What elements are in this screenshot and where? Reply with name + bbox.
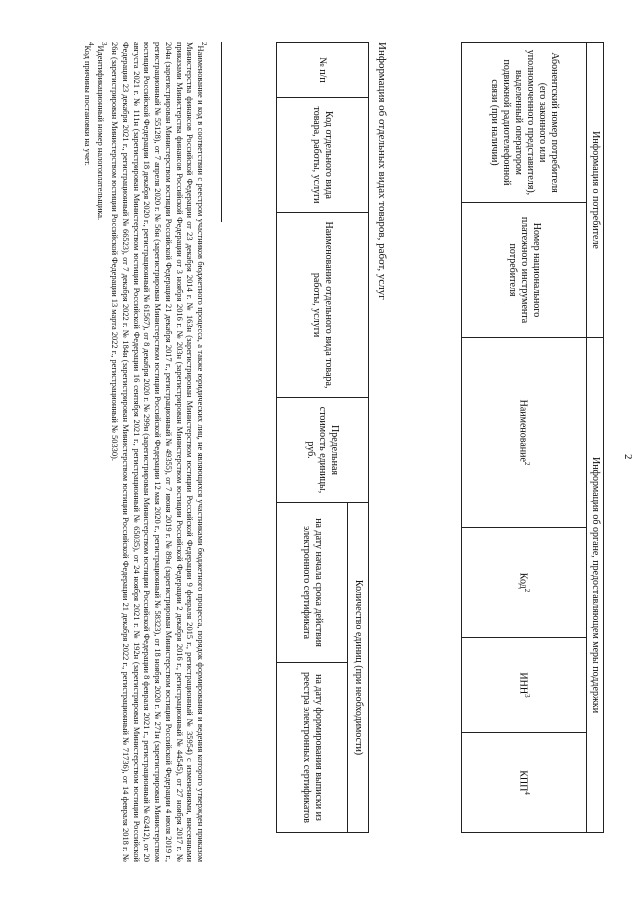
footnote-mark: 3 bbox=[523, 694, 532, 698]
row-number-column: № п/п bbox=[277, 43, 369, 98]
footnote-text: Код причины постановки на учет. bbox=[83, 45, 93, 166]
page-number: 2 bbox=[622, 454, 634, 460]
quantity-header: Количество единиц (при необходимости) bbox=[348, 503, 369, 833]
subscriber-number-column: Абонентский номер потребителя (его законного или уполномоченного представителя), выделенный оператором подвижной радиотелефонной связи (при наличии) bbox=[462, 43, 587, 203]
consumer-info-header: Информация о потребителе bbox=[587, 43, 604, 338]
authority-name-column bbox=[462, 338, 587, 528]
footnote-mark: 3 bbox=[100, 42, 109, 46]
footnotes bbox=[81, 42, 208, 862]
authority-info-header: Информация об органе, предоставляющем меры поддержки bbox=[587, 338, 604, 833]
footnote-mark: 2 bbox=[200, 42, 208, 46]
footnote bbox=[81, 42, 95, 862]
consumer-table-columns-row bbox=[462, 43, 587, 833]
kpp-label: КПП bbox=[517, 770, 529, 792]
footnote-mark: 2 bbox=[523, 461, 532, 466]
kpp-column bbox=[462, 733, 587, 833]
footnote-separator bbox=[221, 42, 222, 222]
goods-table-header-row bbox=[348, 43, 369, 833]
quantity-at-start-column: на дату начала срока действия электронного сертификата bbox=[277, 503, 348, 663]
max-price-column: Предельная стоимость единицы, руб. bbox=[277, 398, 369, 503]
footnote-mark: 4 bbox=[523, 791, 532, 795]
inn-label: ИНН bbox=[517, 672, 529, 695]
payment-instrument-column: Номер национального платежного инструмента потребителя bbox=[462, 203, 587, 338]
footnote-text: Идентификационный номер налогоплательщика. bbox=[96, 45, 106, 221]
authority-code-label: Код bbox=[517, 572, 529, 589]
footnote-mark: 4 bbox=[86, 42, 95, 46]
authority-code-column bbox=[462, 528, 587, 638]
goods-services-table bbox=[276, 42, 369, 833]
inn-column bbox=[462, 638, 587, 733]
footnote bbox=[108, 42, 208, 862]
consumer-authority-table bbox=[461, 42, 604, 833]
footnote-text: Наименование и код в соответствии с реестром участников бюджетного процесса, а также юридических лиц, не являющихся участниками бюджетного процесса, порядок формирования и ведения которого утвержден приказом Министерства финансов Российской Федерации от 23 декабря 2014 г. № 163н (зарегистрирован Министерством юстиции Российской Федерации 9 февраля 2015 г., регистрационный № 35954) с изменениями, внесенными приказами Министерства финансов Российской Федерации от 3 ноября 2016 г. № 203н (зарегистрирован Министерством юстиции Российской Федерации 2 декабря 2016 г., регистрационный № 44545), от 27 ноября 2017 г. № 204н (зарегистрирован Министерством юстиции Российской Федерации 21 декабря 2017 г., регистрационный № 49355), от 7 июня 2019 г. № 89н (зарегистрирован Министерством юстиции Российской Федерации 4 июля 2019 г., регистрационный № 55128), от 7 апреля 2020 г. № 56н (зарегистрирован Министерством юстиции Российской Федерации 12 мая 2020 г., регистрационный № 58323), от 18 ноября 2020 г. № 271н (зарегистрирован Министерством юстиции Российской Федерации 18 декабря 2020 г., регистрационный № 61567), от 8 декабря 2020 г. № 299н (зарегистрирован Министерством юстиции Российской Федерации 8 февраля 2021 г., регистрационный № 62412), от 20 августа 2021 г. № 111н (зарегистрирован Министерством юстиции Российской Федерации 16 сентября 2021 г., регистрационный № 65035), от 24 ноября 2021 г. № 192н (зарегистрирован Министерством юстиции Российской Федерации 23 декабря 2021 г., регистрационный № 66523), от 7 декабря 2022 г. № 184н (зарегистрирован Министерством юстиции Российской Федерации 21 декабря 2022 г., регистрационный № 71736), от 14 февраля 2018 г. № 26н (зарегистрирован Министерством юстиции Российской Федерации 13 марта 2022 г., регистрационный № 50330). bbox=[110, 42, 206, 862]
goods-name-column: Наименование отдельного вида товара, работы, услуги bbox=[277, 213, 369, 398]
footnote bbox=[95, 42, 109, 862]
goods-code-column: Код отдельного вида товара, работы, услуги bbox=[277, 98, 369, 213]
authority-name-label: Наименование bbox=[517, 399, 529, 462]
quantity-at-registry-column: на дату формирования выписки из реестра электронных сертификатов bbox=[277, 663, 348, 833]
footnote-mark: 2 bbox=[523, 588, 532, 593]
consumer-table-header-row bbox=[587, 43, 604, 833]
goods-table-caption: Информация об отдельных видах товаров, работ, услуг bbox=[376, 42, 388, 300]
